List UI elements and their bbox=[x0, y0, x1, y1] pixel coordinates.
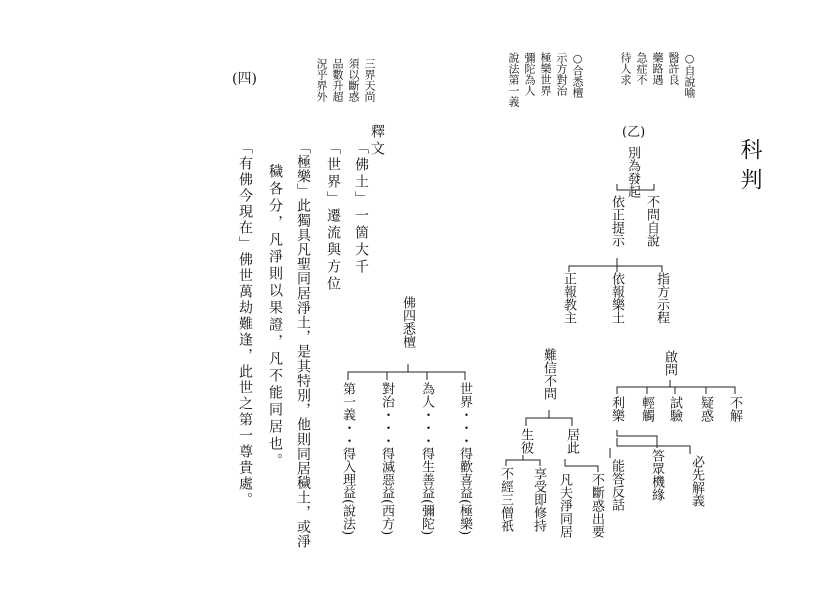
connector-fo-bar bbox=[348, 372, 465, 380]
tree-node: 不解 bbox=[727, 396, 742, 422]
tree-node: 依正提示 bbox=[609, 195, 624, 247]
tree-node: 第一義・・得入理益(說法) bbox=[340, 382, 355, 536]
explain-line: 穢各分，凡淨則以果證，凡不能同居也。 bbox=[267, 164, 283, 470]
note-line: 品數升超 bbox=[331, 58, 344, 102]
tree-yi-root: 別為發起 bbox=[625, 146, 640, 198]
note-line: 示方對治 bbox=[555, 52, 568, 96]
connector-shengbi bbox=[506, 460, 540, 466]
tree-node: 享受即修持 bbox=[531, 467, 546, 532]
note-line: 醫許良 bbox=[667, 52, 680, 85]
tree-node: 利樂 bbox=[609, 396, 624, 422]
tree-node: 疑惑 bbox=[698, 396, 713, 422]
explain-line: 「世界」遷流與方位 bbox=[325, 140, 341, 293]
connector-nanxin-bar bbox=[526, 418, 572, 426]
note-line: 極樂世界 bbox=[539, 52, 552, 96]
tree-node: 居此 bbox=[564, 428, 579, 454]
tree-node: 依報樂土 bbox=[609, 272, 624, 324]
note-line: 急症不 bbox=[635, 52, 648, 85]
tree-node: 指方示程 bbox=[654, 272, 669, 324]
note-line: 說法第一義 bbox=[507, 52, 520, 107]
connector-lile bbox=[617, 430, 657, 448]
page-title: 科判 bbox=[737, 138, 762, 198]
note-line: 彌陀為人 bbox=[523, 52, 536, 96]
explain-line: 「有佛今現在」佛世萬劫難逢，此世之第一尊貴處。 bbox=[237, 140, 253, 508]
note-line: 況乎界外 bbox=[315, 58, 328, 102]
tree-node: 能答反話 bbox=[609, 459, 624, 511]
note-line: ○合悉檀 bbox=[571, 52, 584, 98]
tree-node: 不經三僧祇 bbox=[498, 467, 513, 532]
explain-heading: 釋文 bbox=[369, 124, 385, 158]
note-line: 三界天尚 bbox=[363, 58, 376, 102]
connector-qiwen-bar bbox=[617, 387, 735, 394]
tree-fo-root: 佛四悉檀 bbox=[400, 296, 415, 348]
tree-node: 不斷惑出要 bbox=[589, 473, 604, 538]
tree-shuo-root: 啟問 bbox=[662, 350, 677, 376]
tree-node: 不問自說 bbox=[644, 195, 659, 247]
tree-node: 答眾機緣 bbox=[649, 449, 664, 501]
tree-node: 為人・・・得生善益(彌陀) bbox=[419, 382, 434, 536]
tree-node: 世界・・・得歡喜益(極樂) bbox=[457, 382, 472, 536]
page-label: (四) bbox=[232, 71, 257, 87]
tree-nan-root: 難信不問 bbox=[541, 348, 556, 400]
tree-node: 正報教主 bbox=[561, 272, 576, 324]
explain-line: 「佛土」一箇大千 bbox=[353, 140, 369, 276]
connector-jucix bbox=[565, 459, 598, 472]
tree-node: 凡夫淨同居 bbox=[557, 473, 572, 538]
tree-node: 必先解義 bbox=[689, 455, 704, 507]
note-line: ○自說喻 bbox=[683, 52, 696, 98]
tree-node: 生彼 bbox=[518, 428, 533, 454]
note-line: 待人求 bbox=[619, 52, 632, 85]
tree-node: 輕觸 bbox=[639, 396, 654, 422]
note-line: 須以斷惑 bbox=[347, 58, 360, 102]
note-line: 藥路遇 bbox=[651, 52, 664, 85]
explain-line: 「極樂」此獨具凡聖同居淨土，是其特別，他則同居穢土，或淨 bbox=[295, 140, 311, 549]
tree-node: 試驗 bbox=[667, 396, 682, 422]
tree-yi-label: (乙) bbox=[622, 125, 646, 140]
tree-node: 對治・・・得滅惡益(西方) bbox=[379, 382, 394, 536]
